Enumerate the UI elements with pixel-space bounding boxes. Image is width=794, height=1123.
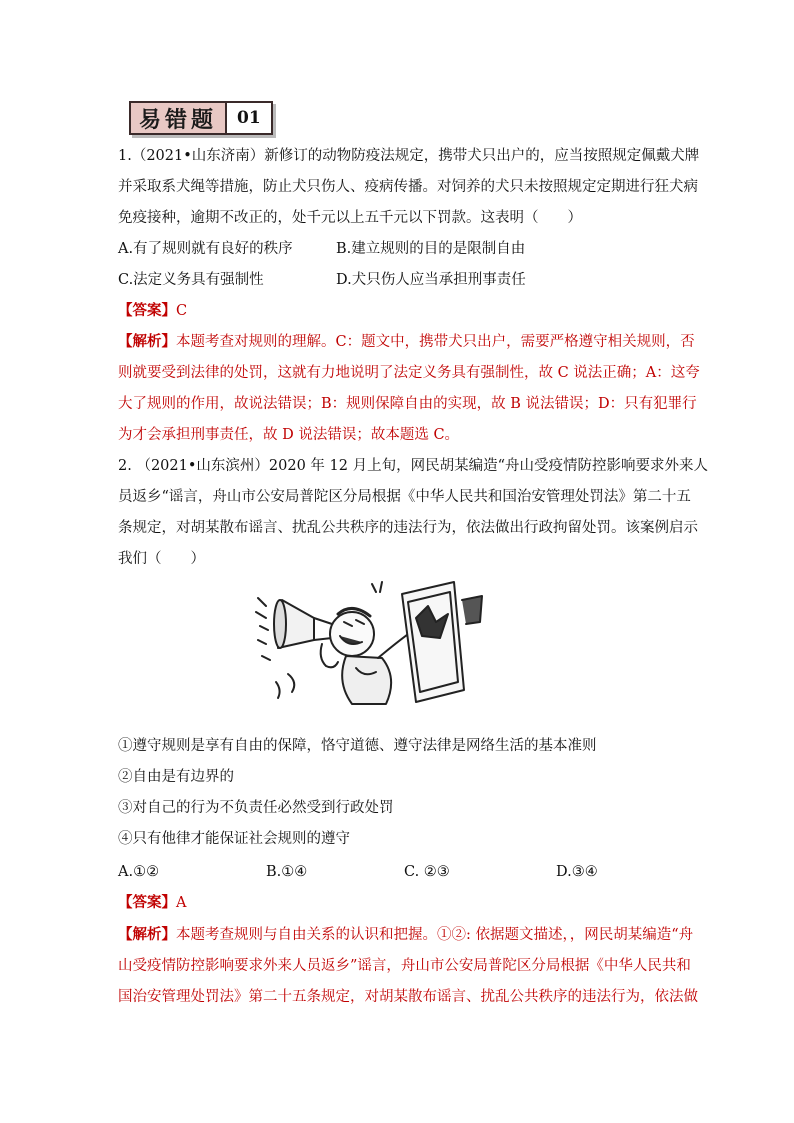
q2-statement-3: ③对自己的行为不负责任必然受到行政处罚	[118, 800, 394, 816]
q2-statement-2: ②自由是有边界的	[118, 769, 234, 785]
q1-line-3: 免疫接种，逾期不改正的，处千元以上五千元以下罚款。这表明（ ）	[118, 210, 582, 226]
q2-answer-tag: 【答案】	[118, 894, 176, 911]
q1-option-d: D.犬只伤人应当承担刑事责任	[336, 272, 526, 288]
q1-analysis-text-1: 本题考查对规则的理解。C：题文中，携带犬只出户，需要严格遵守相关规则，否	[176, 334, 695, 350]
q1-analysis-line-4: 为才会承担刑事责任，故 D 说法错误；故本题选 C。	[118, 427, 460, 443]
q1-analysis-tag: 【解析】	[118, 333, 176, 350]
banner-number: 01	[225, 103, 271, 133]
banner-title: 易错题	[131, 103, 225, 133]
q2-option-a: A.①②	[118, 864, 160, 880]
q1-analysis-line-2: 则就要受到法律的处罚，这就有力地说明了法定义务具有强制性，故 C 说法正确；A：这夸	[118, 365, 700, 381]
q1-line-2: 并采取系犬绳等措施，防止犬只伤人、疫病传播。对饲养的犬只未按照规定定期进行狂犬病	[118, 179, 698, 195]
q2-line-1: 2. （2021•山东滨州）2020 年 12 月上旬，网民胡某编造“舟山受疫情防控影响要求外来人	[118, 458, 708, 474]
q2-statement-4: ④只有他律才能保证社会规则的遵守	[118, 831, 350, 847]
cartoon-illustration	[252, 578, 488, 712]
q1-answer-tag: 【答案】	[118, 302, 176, 319]
q1-answer-value: C	[176, 303, 188, 319]
q2-answer-value: A	[176, 895, 187, 911]
q2-line-2: 员返乡“谣言，舟山市公安局普陀区分局根据《中华人民共和国治安管理处罚法》第二十五	[118, 489, 691, 505]
q1-option-b: B.建立规则的目的是限制自由	[336, 241, 526, 257]
section-banner	[129, 101, 273, 135]
q1-analysis-line-3: 大了规则的作用，故说法错误；B：规则保障自由的实现，故 B 说法错误；D：只有犯罪行	[118, 396, 697, 412]
q2-analysis-tag: 【解析】	[118, 926, 176, 943]
q2-statement-1: ①遵守规则是享有自由的保障，恪守道德、遵守法律是网络生活的基本准则	[118, 738, 597, 754]
q1-answer	[118, 301, 678, 321]
q2-option-d: D.③④	[556, 864, 598, 880]
q2-analysis-line-2: 山受疫情防控影响要求外来人员返乡”谣言，舟山市公安局普陀区分局根据《中华人民共和	[118, 958, 691, 974]
q1-line-1: 1.（2021•山东济南）新修订的动物防疫法规定，携带犬只出户的，应当按照规定佩戴犬牌	[118, 148, 700, 164]
q2-line-3: 条规定，对胡某散布谣言、扰乱公共秩序的违法行为，依法做出行政拘留处罚。该案例启示	[118, 520, 698, 536]
q1-option-a: A.有了规则就有良好的秩序	[118, 241, 293, 257]
q1-analysis-line-1	[118, 332, 695, 352]
q2-answer	[118, 893, 678, 913]
q2-analysis-text-1: 本题考查规则与自由关系的认识和把握。①②: 依据题文描述，，网民胡某编造“舟	[176, 927, 694, 943]
q2-analysis-line-1	[118, 925, 694, 945]
q1-option-c: C.法定义务具有强制性	[118, 272, 264, 288]
q2-option-c: C. ②③	[404, 864, 450, 880]
q2-option-b: B.①④	[266, 864, 308, 880]
q2-line-4: 我们（ ）	[118, 551, 205, 567]
q2-analysis-line-3: 国治安管理处罚法》第二十五条规定，对胡某散布谣言、扰乱公共秩序的违法行为，依法做	[118, 989, 698, 1005]
